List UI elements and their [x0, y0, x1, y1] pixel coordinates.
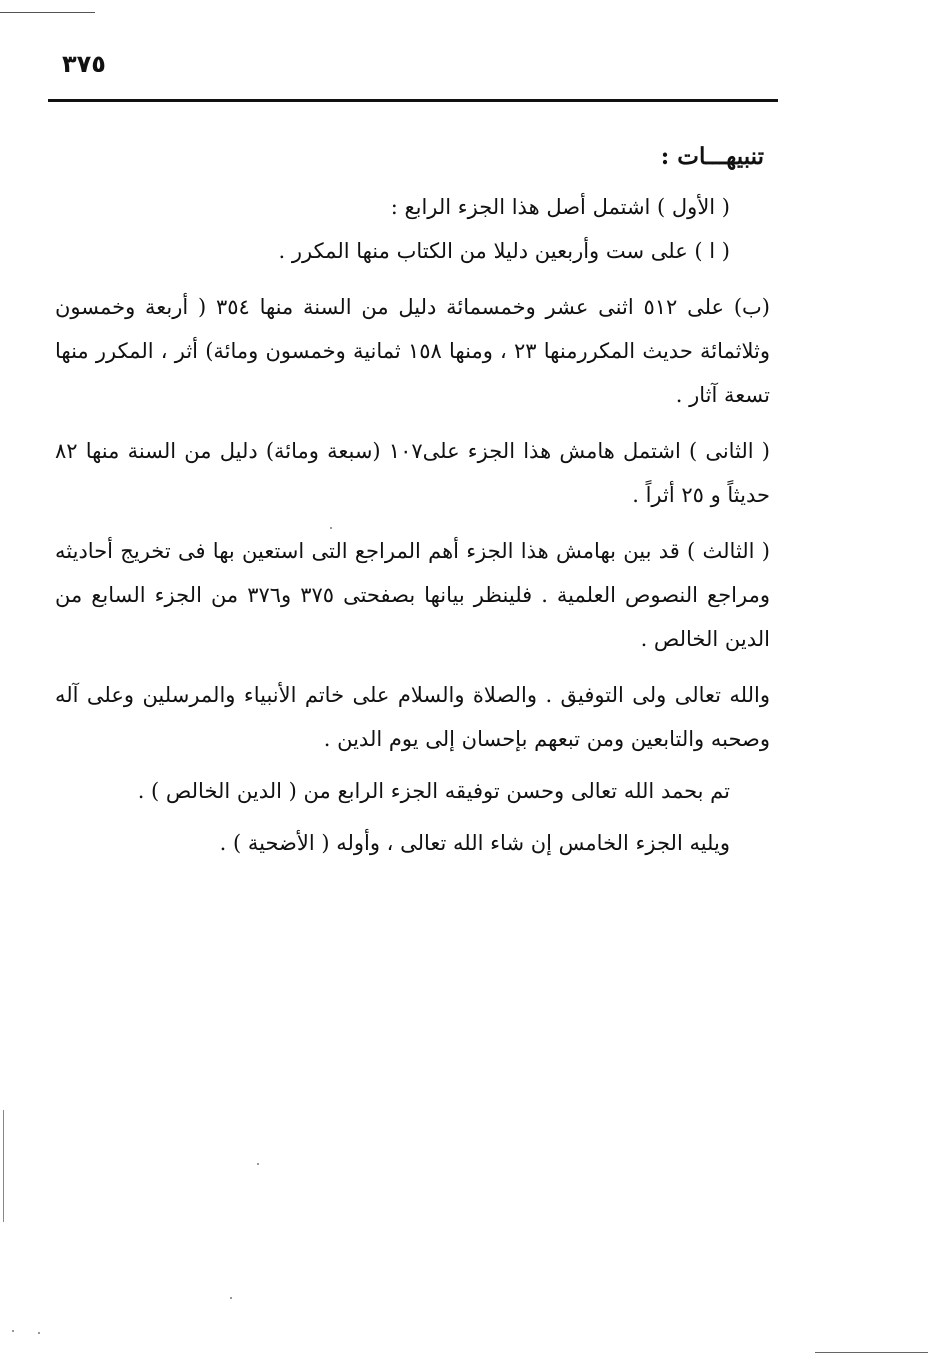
completion-statement: تم بحمد الله تعالى وحسن توفيقه الجزء الرابع من ( الدين الخالص ) .	[137, 779, 730, 803]
first-note-item-b: (ب) على ٥١٢ اثنى عشر وخمسمائة دليل من السنة منها ٣٥٤ ( أربعة وخمسون وثلاثمائة حديث المكررمنها ٢٣ ، ومنها ١٥٨ ثمانية وخمسون ومائة) أثر ، المكرر منها تسعة آثار .	[55, 295, 771, 407]
header-rule	[48, 99, 778, 102]
scan-edge-line-bottom	[815, 1352, 928, 1353]
scan-speck	[330, 527, 332, 529]
scan-speck	[230, 1297, 232, 1299]
scan-speck	[38, 1332, 40, 1334]
page-number: ٣٧٥	[62, 50, 106, 78]
scan-edge-line-left	[3, 1110, 4, 1222]
scan-speck	[12, 1330, 14, 1332]
scan-speck	[257, 1163, 259, 1165]
page-body	[55, 135, 770, 865]
closing-prayer: والله تعالى ولى التوفيق . والصلاة والسلام على خاتم الأنبياء والمرسلين وعلى آله وصحبه والتابعين ومن تبعهم بإحسان إلى يوم الدين .	[55, 683, 770, 751]
third-note: ( الثالث ) قد بين بهامش هذا الجزء أهم المراجع التى استعين بها فى تخريج أحاديثه ومراجع النصوص العلمية . فلينظر بيانها بصفحتى ٣٧٥ و٣٧٦ من الجزء السابع من الدين الخالص .	[55, 539, 770, 651]
scan-edge-line-top	[0, 12, 95, 13]
first-note-item-a: ( ا ) على ست وأربعين دليلا من الكتاب منها المكرر .	[278, 239, 730, 263]
section-heading: تنبيهـــات :	[660, 143, 764, 170]
second-note: ( الثانى ) اشتمل هامش هذا الجزء على١٠٧ (سبعة ومائة) دليل من السنة منها ٨٢ حديثاً و ٢٥ أثراً .	[55, 439, 770, 507]
next-part-statement: ويليه الجزء الخامس إن شاء الله تعالى ، وأوله ( الأضحية ) .	[219, 831, 730, 855]
first-note-intro: ( الأول ) اشتمل أصل هذا الجزء الرابع :	[390, 195, 730, 219]
